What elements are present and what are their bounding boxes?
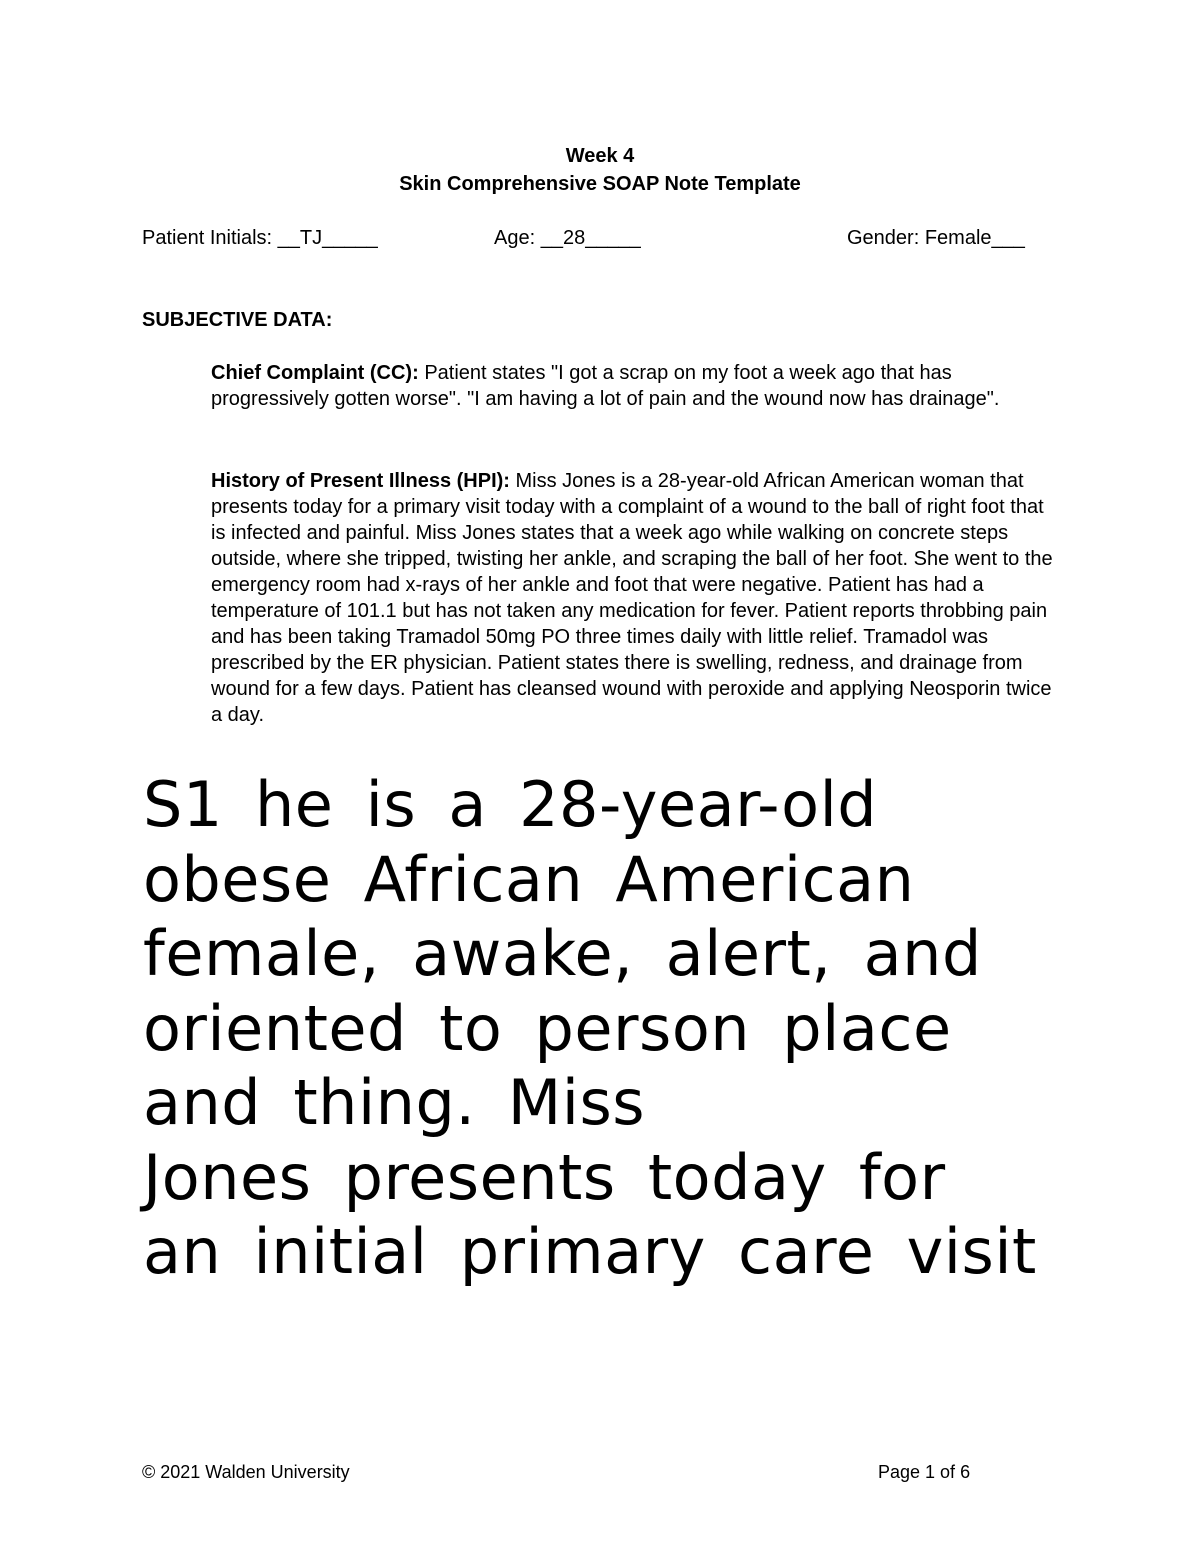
footer-page-number: Page 1 of 6 xyxy=(878,1462,971,1482)
chief-complaint-label: Chief Complaint (CC): xyxy=(211,362,419,384)
overlay-line: oriented to person place xyxy=(143,991,952,1065)
overlay-line: S1 he is a 28-year-old xyxy=(143,768,878,841)
overlay-line: and thing. Miss xyxy=(143,1066,646,1139)
overlay-line: female, awake, alert, and xyxy=(143,917,982,990)
document-title: Skin Comprehensive SOAP Note Template xyxy=(399,173,801,195)
patient-initials: Patient Initials: __TJ_____ xyxy=(142,227,378,249)
patient-gender: Gender: Female___ xyxy=(847,227,1025,249)
chief-complaint-text: Patient states "I got a scrap on my foot a week ago that has progressively gotten worse". "I am having a lot of pain and the wound now has drainage". xyxy=(211,362,1000,410)
hpi-text: Miss Jones is a 28-year-old African American woman that presents today for a primary visit today with a complaint of a wound to the ball of right foot that is infected and painful. Miss Jones states that a week ago while walking on concrete steps outside, where she tripped, twisting her ankle, and scraping the ball of her foot. She went to the emergency room had x-rays of her ankle and foot that were negative. Patient has had a temperature of 101.1 but has not taken any medication for fever. Patient reports throbbing pain and has been taking Tramadol 50mg PO three times daily with little relief. Tramadol was prescribed by the ER physician. Patient states there is swelling, redness, and drainage from wound for a few days. Patient has cleansed wound with peroxide and applying Neosporin twice a day. xyxy=(211,470,1053,726)
patient-info-row xyxy=(142,224,1058,252)
document-header xyxy=(0,142,1200,198)
overlay-line: Jones presents today for xyxy=(143,1140,946,1214)
large-overlay-text xyxy=(143,768,1043,1290)
hpi-label: History of Present Illness (HPI): xyxy=(211,470,510,492)
chief-complaint-paragraph xyxy=(211,360,1061,412)
week-label: Week 4 xyxy=(565,145,635,167)
overlay-line: an initial primary care visit xyxy=(143,1215,1037,1288)
overlay-line: obese African American xyxy=(143,842,915,916)
footer-copyright: © 2021 Walden University xyxy=(142,1462,350,1482)
hpi-paragraph xyxy=(211,468,1061,728)
patient-age: Age: __28_____ xyxy=(494,227,641,249)
subjective-heading: SUBJECTIVE DATA: xyxy=(142,309,333,331)
